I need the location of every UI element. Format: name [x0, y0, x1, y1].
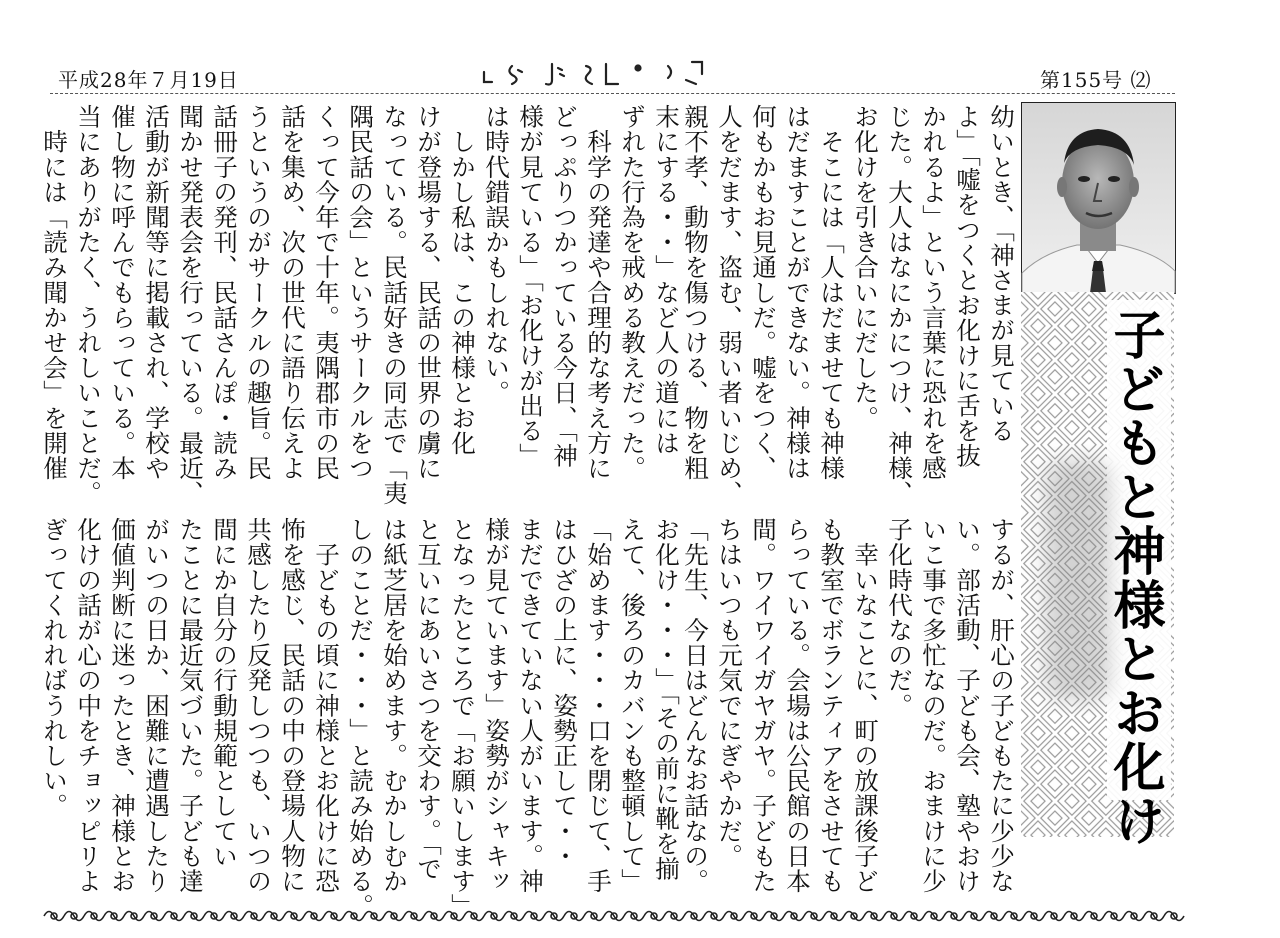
article-text-block-1: 幼いとき、「神さまが見ている よ」「嘘をつくとお化けに舌を抜 かれるよ」という言葉に恐れを感 じた。大人はなにかにつけ、神様、 お化けを引き合いにだした。 そこには「人はだませても神様 はだますことができない。神様は 何もかもお見通しだ。嘘をつく、 人をだます、盗む、弱い者いじめ、 親不孝、動物を傷つける、物を粗: [681, 104, 1016, 506]
author-photo: [1021, 102, 1176, 294]
decorative-border: [38, 905, 1178, 927]
article-text-block-4: お化け・・・」「その前に靴を揃 えて、後ろのカバンも整頓して」 「始めます・・・口を閉じて、手 はひざの上に、姿勢正して・・ まだできていない人がいます。神 様が見ています」姿勢がシャキッ となったところで「お願いします」 と互いにあいさつを交わす。「で は紙芝居を始めます。むかしむか しのことだ・・・」と読み始める。 子どもの頃に神様とお化けに恐 怖を感じ、民話の中の登場人物に 共感したり反発しつつも、いつの 間にか自分の行動規範としてい たことに最近気づいた。子ども達 がいつの日か、困難に遭遇したり 価値判断に迷ったとき、神様とお 化けの話が心の中をチョッピリよ ぎってくれればうれしい。: [40, 517, 681, 919]
issue-date: 平成28年７月19日: [58, 68, 239, 92]
article-text-block-3: するが、肝心の子どもたに少少な い。部活動、子ども会、塾やおけ いこ事で多忙なのだ。おまけに少 子化時代なのだ。 幸いなことに、町の放課後子ど も教室でボランティアをさせても らっている。会場は公民館の日本 間。ワイワイガヤガヤ。子どもた ちはいつも元気でにぎやかだ。 「先生、今日はどんなお話なの。: [681, 517, 1016, 894]
author-name-blurred: [1045, 460, 1110, 700]
header-divider: [50, 93, 1175, 94]
issue-number: 第155号 ⑵: [1040, 68, 1152, 92]
article-text-block-2: 末にする・・」など人の道には ずれた行為を戒める教えだった。 科学の発達や合理的な考え方に どっぷりつかっている今日、「神 様が見ている」「お化けが出る」 は時代錯誤かもしれない。 しかし私は、この神様とお化 けが登場する、民話の世界の虜に なっている。民話好きの同志で「夷 隅民話の会」というサークルをつ くって今年で十年。夷隅郡市の民 話を集め、次の世代に語り伝えよ うというのがサークルの趣旨。民 話冊子の発刊、民話さんぽ・読み 聞かせ発表会を行っている。最近、 活動が新聞等に掲載され、学校や 催し物に呼んでもらっている。本 当にありがたく、うれしいことだ。 時には「読み聞かせ会」を開催: [40, 104, 681, 506]
newsletter-logo: [478, 58, 708, 88]
masthead: [0, 0, 1280, 100]
article-title: 子どもと神様とお化け: [1104, 308, 1164, 848]
